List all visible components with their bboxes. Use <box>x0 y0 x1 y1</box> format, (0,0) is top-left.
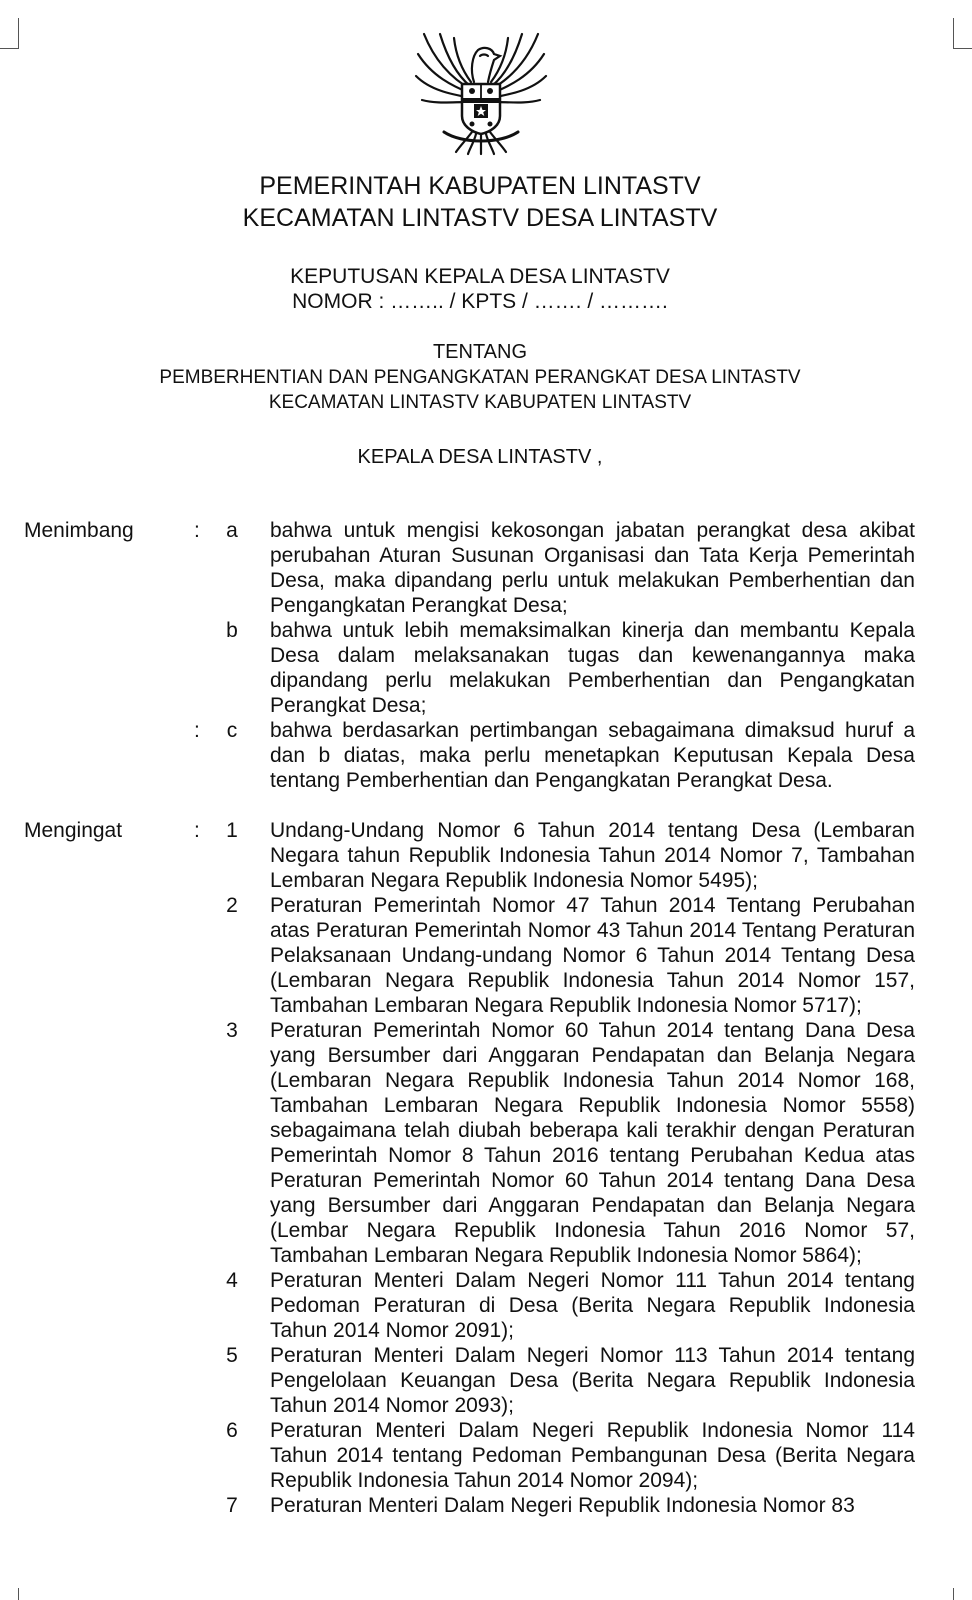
list-item <box>0 818 972 893</box>
item-colon: : <box>194 519 200 542</box>
item-colon: : <box>194 819 200 842</box>
list-item <box>0 1493 972 1518</box>
item-marker: 4 <box>226 1269 238 1292</box>
decision-title: KEPUTUSAN KEPALA DESA LINTASTV <box>290 265 670 288</box>
item-text: Peraturan Menteri Dalam Negeri Nomor 111 Tahun 2014 tentang Pedoman Peraturan di Desa (Berita Negara Republik Indonesia Tahun 2014 Nomor 2091); <box>270 1269 915 1342</box>
list-item <box>0 718 972 793</box>
government-name: PEMERINTAH KABUPATEN LINTASTV <box>259 172 701 200</box>
list-item <box>0 1018 972 1268</box>
item-text: bahwa untuk lebih memaksimalkan kinerja dan membantu Kepala Desa dalam melaksanakan tugas dan kewenangannya maka dipandang perlu melakukan Pemberhentian dan Pengangkatan Perangkat Desa; <box>270 619 915 717</box>
mengingat-label: Mengingat <box>24 819 123 842</box>
item-marker: 2 <box>226 894 238 917</box>
about-label: TENTANG <box>432 341 528 363</box>
crop-mark-bottom-right <box>953 1588 972 1600</box>
item-marker: 1 <box>226 819 238 842</box>
item-text: Peraturan Menteri Dalam Negeri Nomor 113 Tahun 2014 tentang Pengelolaan Keuangan Desa (Berita Negara Republik Indonesia Tahun 2014 Nomor 2093); <box>270 1344 915 1417</box>
menimbang-label: Menimbang <box>24 519 134 542</box>
item-text: Peraturan Menteri Dalam Negeri Republik Indonesia Nomor 114 Tahun 2014 tentang Pedoman Pembangunan Desa (Berita Negara Republik Indonesia Tahun 2014 Nomor 2094); <box>270 1419 915 1492</box>
list-item <box>0 1343 972 1418</box>
decision-number: NOMOR : …….. / KPTS / ……. / ………. <box>292 290 668 313</box>
list-item <box>0 618 972 718</box>
list-item <box>0 518 972 618</box>
item-text: Peraturan Menteri Dalam Negeri Republik Indonesia Nomor 83 <box>270 1494 855 1517</box>
item-marker: 6 <box>226 1419 238 1442</box>
item-marker: 7 <box>226 1494 238 1517</box>
item-marker: b <box>226 619 238 642</box>
item-text: Peraturan Pemerintah Nomor 47 Tahun 2014 Tentang Perubahan atas Peraturan Pemerintah Nomor 43 Tahun 2014 Tentang Peraturan Pelaksanaan Undang-undang Nomor 6 Tahun 2014 Tentang Desa (Lembaran Negara Republik Indonesia Tahun 2014 Nomor 157, Tambahan Lembaran Negara Republik Indonesia Nomor 5717); <box>270 894 915 1017</box>
district-name: KECAMATAN LINTASTV DESA LINTASTV <box>242 204 718 232</box>
item-text: bahwa untuk mengisi kekosongan jabatan perangkat desa akibat perubahan Aturan Susunan Organisasi dan Tata Kerja Pemerintah Desa, maka dipandang perlu untuk melakukan Pemberhentian dan Pengangkatan Perangkat Desa; <box>270 519 915 617</box>
village-head-heading: KEPALA DESA LINTASTV , <box>357 446 603 468</box>
subject-heading <box>0 340 960 415</box>
subject-line-2: KECAMATAN LINTASTV KABUPATEN LINTASTV <box>268 392 692 413</box>
item-text: Peraturan Pemerintah Nomor 60 Tahun 2014 tentang Dana Desa yang Bersumber dari Anggaran Pendapatan dan Belanja Negara (Lembaran Negara Republik Indonesia Tahun 2014 Nomor 168, Tambahan Lembaran Negara Republik Indonesia Nomor 5558) sebagaimana telah diubah beberapa kali terakhir dengan Peraturan Pemerintah Nomor 8 Tahun 2016 tentang Perubahan Kedua atas Peraturan Pemerintah Nomor 60 Tahun 2014 tentang Dana Desa yang Bersumber dari Anggaran Pendapatan dan Belanja Negara (Lembar Negara Republik Indonesia Tahun 2016 Nomor 57, Tambahan Lembaran Negara Republik Indonesia Nomor 5864); <box>270 1019 915 1267</box>
subject-line-1: PEMBERHENTIAN DAN PENGANGKATAN PERANGKAT DESA LINTASTV <box>159 367 801 388</box>
list-item <box>0 1418 972 1493</box>
list-item <box>0 893 972 1018</box>
government-title <box>0 170 960 234</box>
mengingat-section <box>0 818 972 1518</box>
item-marker: 3 <box>226 1019 238 1042</box>
item-marker: 5 <box>226 1344 238 1367</box>
list-item <box>0 1268 972 1343</box>
garuda-emblem-icon <box>414 20 548 156</box>
decision-heading <box>0 264 960 314</box>
crop-mark-top-right <box>953 18 972 49</box>
item-text: Undang-Undang Nomor 6 Tahun 2014 tentang Desa (Lembaran Negara tahun Republik Indonesia Tahun 2014 Nomor 7, Tambahan Lembaran Negara Republik Indonesia Nomor 5495); <box>270 819 915 892</box>
crop-mark-bottom-left <box>0 1588 19 1600</box>
item-marker: a <box>226 519 238 542</box>
item-marker: c <box>226 719 238 742</box>
crop-mark-top-left <box>0 18 19 49</box>
item-text: bahwa berdasarkan pertimbangan sebagaimana dimaksud huruf a dan b diatas, maka perlu menetapkan Keputusan Kepala Desa tentang Pemberhentian dan Pengangkatan Perangkat Desa. <box>270 719 915 792</box>
menimbang-section <box>0 518 972 793</box>
item-colon: : <box>194 719 200 742</box>
